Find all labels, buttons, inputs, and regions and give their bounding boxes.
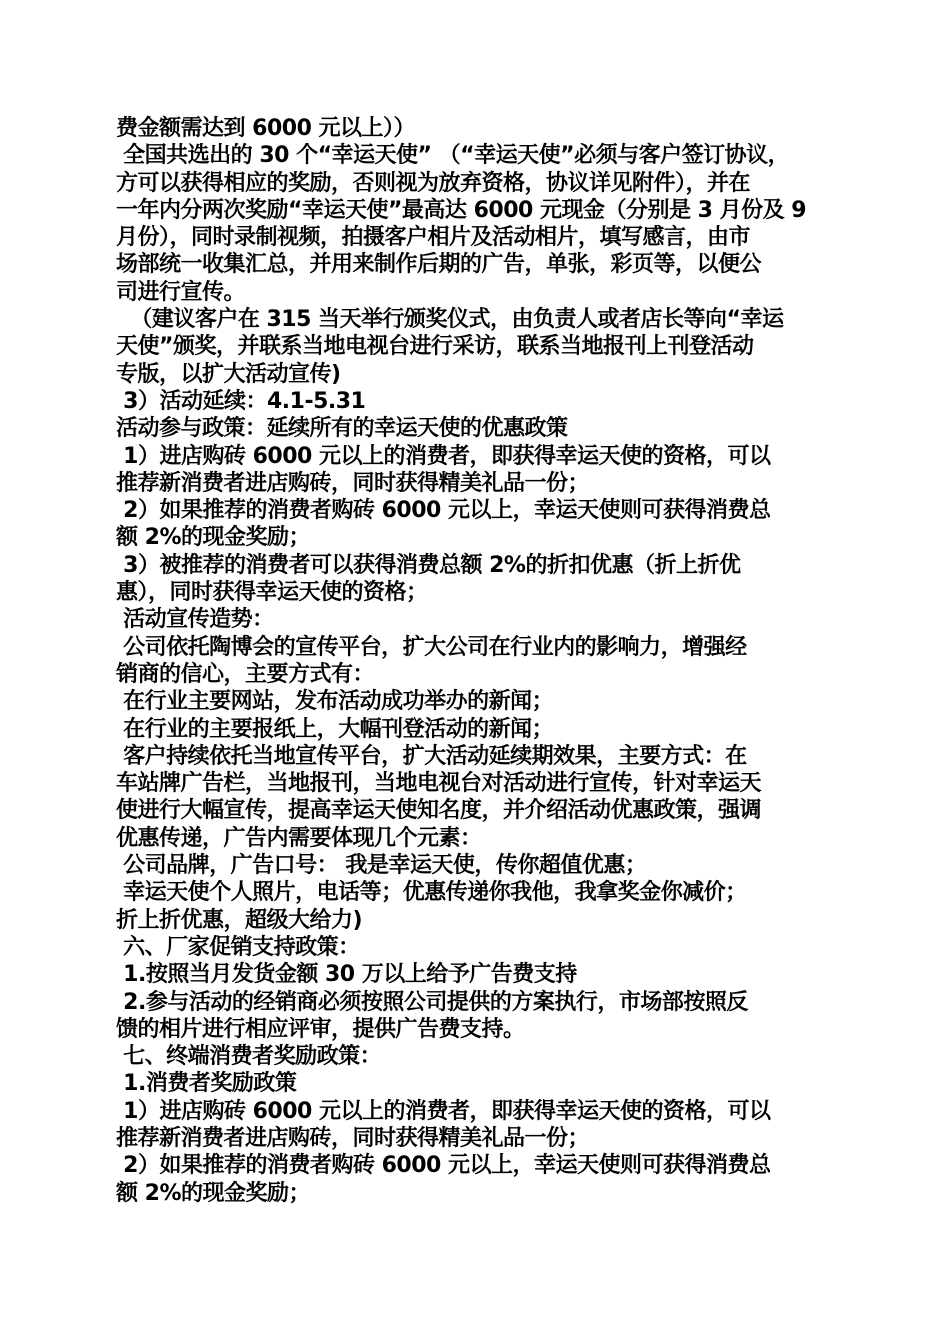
text-line: 使进行大幅宣传，提高幸运天使知名度，并介绍活动优惠政策，强调 xyxy=(116,798,762,824)
text-line: 推荐新消费者进店购砖，同时获得精美礼品一份； xyxy=(116,470,590,496)
text-line: 推荐新消费者进店购砖，同时获得精美礼品一份； xyxy=(116,1125,590,1151)
text-line: 场部统一收集汇总，并用来制作后期的广告，单张，彩页等，以便公 xyxy=(116,252,762,278)
text-line: 2.参与活动的经销商必须按照公司提供的方案执行，市场部按照反 xyxy=(116,989,748,1015)
text-line: 司进行宣传。 xyxy=(116,279,246,305)
text-line: 馈的相片进行相应评审，提供广告费支持。 xyxy=(116,1016,525,1042)
text-line: 月份），同时录制视频，拍摄客户相片及活动相片，填写感言，由市 xyxy=(116,225,751,251)
text-line: 1.消费者奖励政策 xyxy=(116,1071,297,1097)
text-line: 一年内分两次奖励“幸运天使”最高达 6000 元现金（分别是 3 月份及 9 xyxy=(116,197,807,223)
text-line: 六、厂家促销支持政策： xyxy=(116,934,360,960)
text-line: 活动宣传造势： xyxy=(116,607,274,633)
text-line: 3）被推荐的消费者可以获得消费总额 2%的折扣优惠（折上折优 xyxy=(116,552,741,578)
text-line: 活动参与政策：延续所有的幸运天使的优惠政策 xyxy=(116,416,568,442)
text-line: 公司依托陶博会的宣传平台，扩大公司在行业内的影响力，增强经 xyxy=(116,634,747,660)
text-line: 1）进店购砖 6000 元以上的消费者，即获得幸运天使的资格，可以 xyxy=(116,443,771,469)
text-line: 在行业的主要报纸上，大幅刊登活动的新闻； xyxy=(116,716,554,742)
text-line: 全国共选出的 30 个“幸运天使” （“幸运天使”必须与客户签订协议， xyxy=(116,143,790,169)
text-line: （建议客户在 315 当天举行颁奖仪式，由负责人或者店长等向“幸运 xyxy=(116,307,784,333)
text-line: 专版，以扩大活动宣传) xyxy=(116,361,341,387)
text-line: 费金额需达到 6000 元以上）） xyxy=(116,116,416,141)
text-line: 惠），同时获得幸运天使的资格； xyxy=(116,580,428,606)
text-line: 优惠传递，广告内需要体现几个元素： xyxy=(116,825,482,851)
text-line: 方可以获得相应的奖励，否则视为放弃资格，协议详见附件），并在 xyxy=(116,170,751,196)
text-line: 额 2%的现金奖励； xyxy=(116,525,311,551)
text-line: 客户持续依托当地宣传平台，扩大活动延续期效果，主要方式：在 xyxy=(116,743,747,769)
text-line: 天使”颁奖，并联系当地电视台进行采访，联系当地报刊上刊登活动 xyxy=(116,334,754,360)
text-line: 折上折优惠，超级大给力) xyxy=(116,907,363,933)
text-line: 1）进店购砖 6000 元以上的消费者，即获得幸运天使的资格，可以 xyxy=(116,1098,771,1124)
text-line: 在行业主要网站，发布活动成功举办的新闻； xyxy=(116,689,554,715)
text-line: 七、终端消费者奖励政策： xyxy=(116,1044,382,1070)
text-line: 2）如果推荐的消费者购砖 6000 元以上，幸运天使则可获得消费总 xyxy=(116,1153,771,1179)
document-body xyxy=(116,115,838,1207)
text-line: 2）如果推荐的消费者购砖 6000 元以上，幸运天使则可获得消费总 xyxy=(116,498,771,524)
text-line: 销商的信心，主要方式有： xyxy=(116,661,375,687)
text-line: 车站牌广告栏，当地报刊，当地电视台对活动进行宣传，针对幸运天 xyxy=(116,771,762,797)
text-line: 幸运天使个人照片，电话等；优惠传递你我他，我拿奖金你减价； xyxy=(116,880,747,906)
text-line: 3）活动延续：4.1-5.31 xyxy=(116,388,366,414)
text-line: 1.按照当月发货金额 30 万以上给予广告费支持 xyxy=(116,962,577,988)
text-line: 额 2%的现金奖励； xyxy=(116,1180,311,1206)
text-line: 公司品牌，广告口号： 我是幸运天使，传你超值优惠； xyxy=(116,853,647,879)
